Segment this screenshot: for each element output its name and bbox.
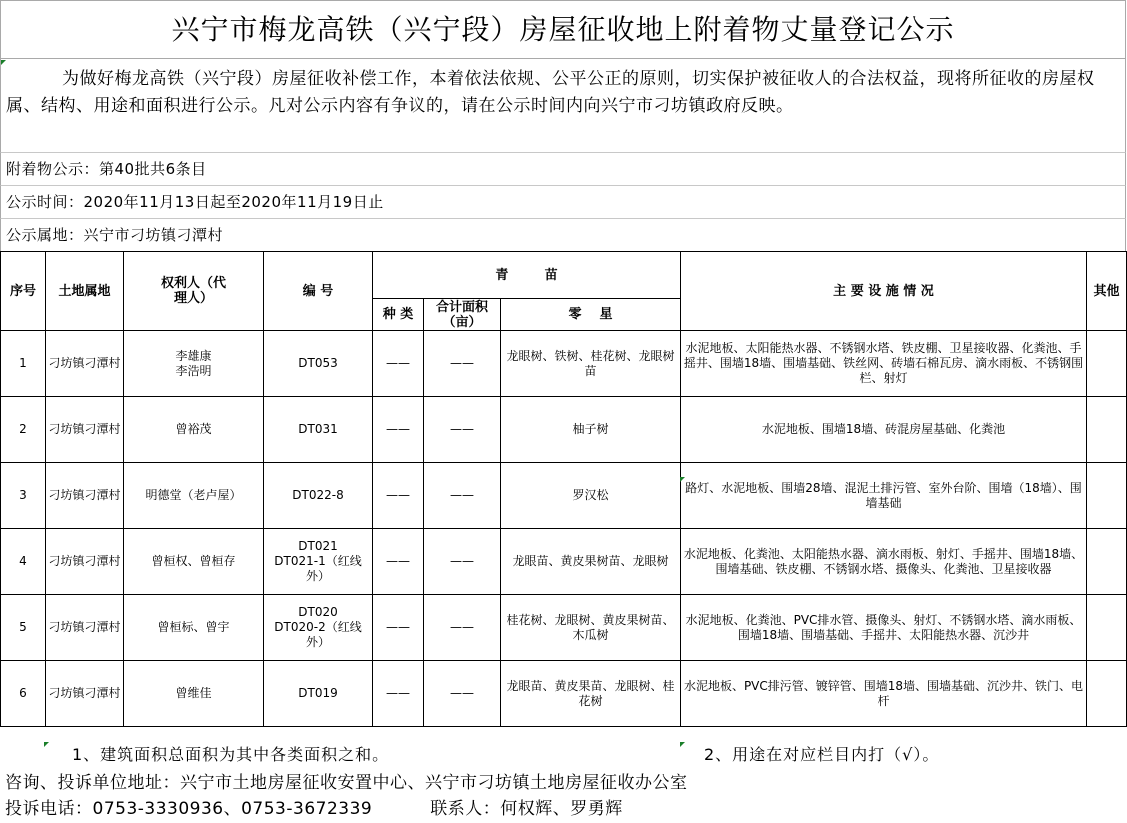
cell-other [1087, 463, 1127, 529]
cell-other [1087, 331, 1127, 397]
cell-holder: 曾桓权、曾桓存 [124, 529, 264, 595]
cell-code: DT021 DT021-1（红线外） [264, 529, 373, 595]
cell-holder: 曾裕茂 [124, 397, 264, 463]
header-other: 其他 [1087, 252, 1127, 331]
cell-land: 刁坊镇刁潭村 [46, 463, 124, 529]
cell-kind: —— [373, 661, 424, 727]
header-area [424, 299, 501, 331]
cell-facilities: 水泥地板、化粪池、太阳能热水器、滴水雨板、射灯、手摇井、围墙18墙、围墙基础、铁皮棚、不锈钢水塔、摄像头、化粪池、卫星接收器 [681, 529, 1087, 595]
cell-area: —— [424, 529, 501, 595]
table-row [1, 661, 1127, 727]
header-holder-label: 权利人（代理人） [160, 276, 226, 306]
table-header-row [1, 252, 1127, 299]
table-row [1, 331, 1127, 397]
cell-facilities: 水泥地板、太阳能热水器、不锈钢水塔、铁皮棚、卫星接收器、化粪池、手摇井、围墙18墙、围墙基础、铁丝网、砖墙石棉瓦房、滴水雨板、不锈钢围栏、射灯 [681, 331, 1087, 397]
cell-scattered: 柚子树 [501, 397, 681, 463]
cell-seq: 1 [1, 331, 46, 397]
cell-seq: 4 [1, 529, 46, 595]
attachment-table [0, 251, 1127, 727]
batch-info: 附着物公示：第40批共6条目 [0, 153, 1126, 186]
notice-intro: 为做好梅龙高铁（兴宁段）房屋征收补偿工作，本着依法依规、公平公正的原则，切实保护被征收人的合法权益，现将所征收的房屋权属、结构、用途和面积进行公示。凡对公示内容有争议的，请在公示时间内向兴宁市刁坊镇政府反映。 [0, 59, 1126, 153]
header-area-label: 合计面积（亩） [435, 299, 488, 330]
cell-other [1087, 595, 1127, 661]
cell-seq: 2 [1, 397, 46, 463]
cell-scattered: 龙眼苗、黄皮果树苗、龙眼树 [501, 529, 681, 595]
cell-holder: 李雄康 李浩明 [124, 331, 264, 397]
cell-seq: 3 [1, 463, 46, 529]
notice-period: 公示时间：2020年11月13日起至2020年11月19日止 [0, 186, 1126, 219]
cell-seq: 5 [1, 595, 46, 661]
header-scattered: 零 星 [501, 299, 681, 331]
header-code: 编 号 [264, 252, 373, 331]
header-crops: 青 苗 [373, 252, 681, 299]
cell-land: 刁坊镇刁潭村 [46, 661, 124, 727]
header-land: 土地属地 [46, 252, 124, 331]
cell-code: DT019 [264, 661, 373, 727]
table-row [1, 529, 1127, 595]
cell-code: DT022-8 [264, 463, 373, 529]
contact-person: 联系人：何权辉、罗勇辉 [430, 799, 623, 819]
cell-holder: 明德堂（老卢屋） [124, 463, 264, 529]
table-row [1, 397, 1127, 463]
cell-kind: —— [373, 595, 424, 661]
cell-land: 刁坊镇刁潭村 [46, 595, 124, 661]
cell-code: DT020 DT020-2（红线外） [264, 595, 373, 661]
cell-code: DT053 [264, 331, 373, 397]
cell-holder: 曾桓标、曾宇 [124, 595, 264, 661]
cell-area: —— [424, 661, 501, 727]
footnote-usage: 2、用途在对应栏目内打（√）。 [704, 745, 940, 764]
cell-comment-marker-icon [680, 477, 685, 482]
cell-scattered: 罗汉松 [501, 463, 681, 529]
cell-other [1087, 397, 1127, 463]
cell-land: 刁坊镇刁潭村 [46, 397, 124, 463]
cell-other [1087, 661, 1127, 727]
cell-area: —— [424, 595, 501, 661]
cell-kind: —— [373, 331, 424, 397]
cell-scattered: 龙眼苗、黄皮果苗、龙眼树、桂花树 [501, 661, 681, 727]
cell-facilities: 水泥地板、PVC排污管、镀锌管、围墙18墙、围墙基础、沉沙井、铁门、电杆 [681, 661, 1087, 727]
complaint-phone: 投诉电话：0753-3330936、0753-3672339 [5, 799, 373, 819]
cell-facilities: 路灯、水泥地板、围墙28墙、混泥土排污管、室外台阶、围墙（18墙）、围墙基础 [681, 463, 1087, 529]
contact-address: 咨询、投诉单位地址：兴宁市土地房屋征收安置中心、兴宁市刁坊镇土地房屋征收办公室 [5, 773, 688, 793]
cell-area: —— [424, 397, 501, 463]
cell-scattered: 龙眼树、铁树、桂花树、龙眼树苗 [501, 331, 681, 397]
notice-title: 兴宁市梅龙高铁（兴宁段）房屋征收地上附着物丈量登记公示 [0, 0, 1126, 59]
cell-code: DT031 [264, 397, 373, 463]
cell-land: 刁坊镇刁潭村 [46, 529, 124, 595]
notice-location: 公示属地：兴宁市刁坊镇刁潭村 [0, 219, 1126, 252]
header-kind: 种 类 [373, 299, 424, 331]
cell-facilities: 水泥地板、围墙18墙、砖混房屋基础、化粪池 [681, 397, 1087, 463]
cell-other [1087, 529, 1127, 595]
cell-facilities: 水泥地板、化粪池、PVC排水管、摄像头、射灯、不锈钢水塔、滴水雨板、围墙18墙、围墙基础、手摇井、太阳能热水器、沉沙井 [681, 595, 1087, 661]
header-facilities: 主 要 设 施 情 况 [681, 252, 1087, 331]
cell-land: 刁坊镇刁潭村 [46, 331, 124, 397]
cell-seq: 6 [1, 661, 46, 727]
cell-kind: —— [373, 463, 424, 529]
cell-area: —— [424, 463, 501, 529]
contact-line [5, 797, 623, 821]
footnote-area: 1、建筑面积总面积为其中各类面积之和。 [72, 745, 390, 764]
table-row [1, 595, 1127, 661]
footnotes [0, 742, 1126, 770]
table-row [1, 463, 1127, 529]
cell-holder: 曾维佳 [124, 661, 264, 727]
cell-kind: —— [373, 529, 424, 595]
header-seq: 序号 [1, 252, 46, 331]
cell-area: —— [424, 331, 501, 397]
cell-scattered: 桂花树、龙眼树、黄皮果树苗、木瓜树 [501, 595, 681, 661]
header-holder [124, 252, 264, 331]
cell-kind: —— [373, 397, 424, 463]
